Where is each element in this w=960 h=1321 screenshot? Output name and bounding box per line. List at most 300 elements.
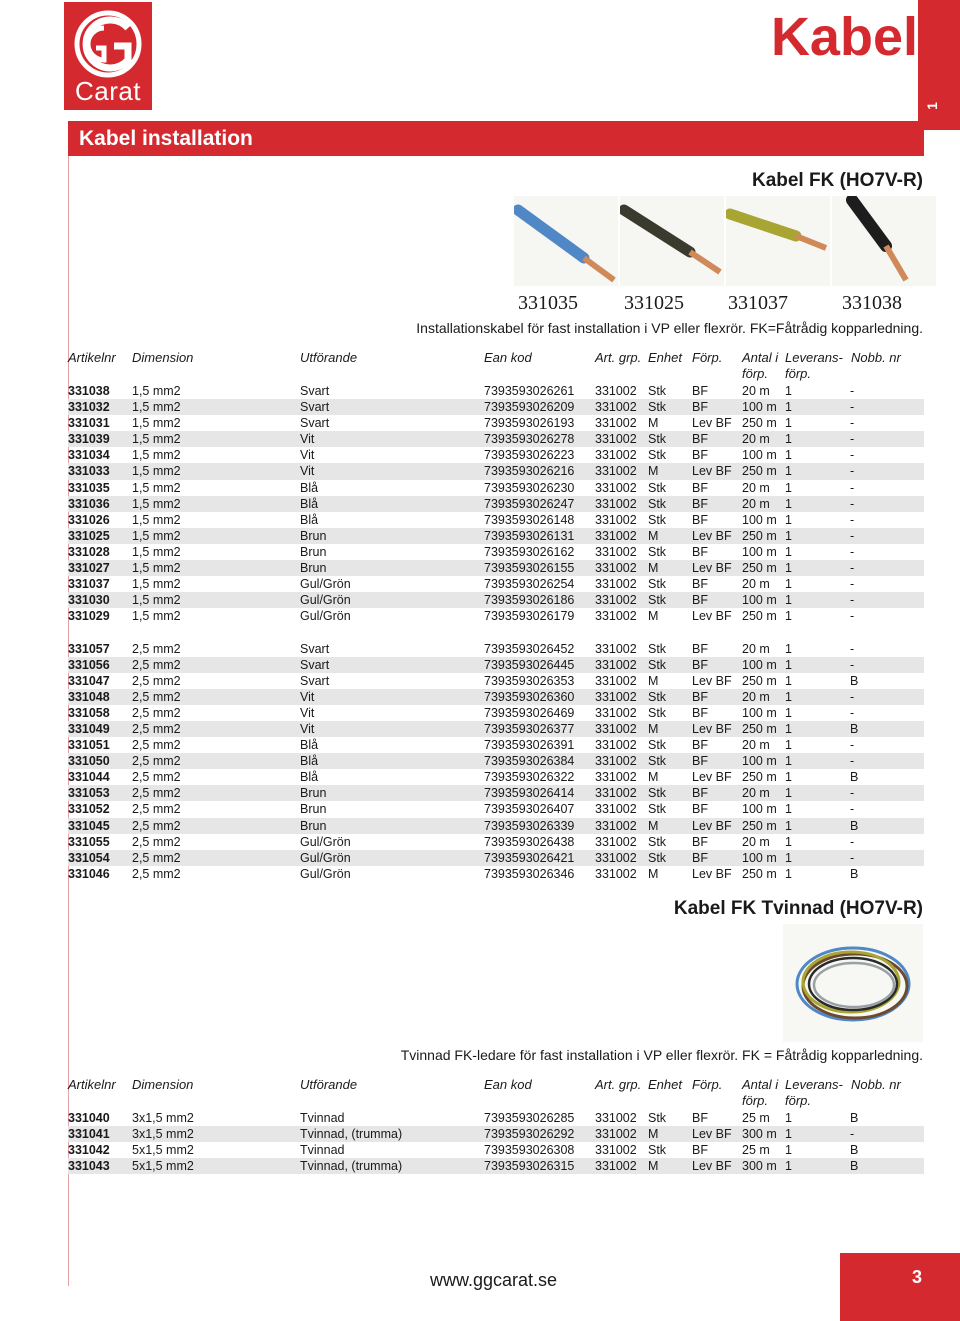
cell-forp: BF bbox=[692, 1143, 708, 1158]
cell-enhet: Stk bbox=[648, 738, 667, 753]
cell-artikelnr: 331031 bbox=[68, 416, 110, 431]
cell-dimension: 1,5 mm2 bbox=[132, 400, 181, 415]
cell-forp: BF bbox=[692, 754, 708, 769]
cell-ean: 7393593026322 bbox=[484, 770, 575, 785]
table-row bbox=[68, 769, 924, 785]
col-enhet: Enhet bbox=[648, 1077, 682, 1092]
cell-artikelnr: 331026 bbox=[68, 512, 110, 527]
cell-dimension: 2,5 mm2 bbox=[132, 641, 181, 656]
cell-art-grp: 331002 bbox=[595, 593, 637, 608]
cell-ean: 7393593026230 bbox=[484, 480, 575, 495]
cell-dimension: 1,5 mm2 bbox=[132, 384, 181, 398]
table-spacer bbox=[68, 624, 924, 640]
col-artikelnr: Artikelnr bbox=[68, 350, 116, 365]
table-row bbox=[68, 463, 924, 479]
cell-ean: 7393593026278 bbox=[484, 432, 575, 447]
cell-ean: 7393593026247 bbox=[484, 496, 575, 511]
cell-enhet: M bbox=[648, 818, 659, 833]
cell-antal: 20 m bbox=[742, 432, 770, 447]
table-row bbox=[68, 785, 924, 801]
cell-forp: Lev BF bbox=[692, 561, 732, 576]
cell-forp: BF bbox=[692, 689, 708, 704]
cell-dimension: 5x1,5 mm2 bbox=[132, 1143, 194, 1158]
cell-dimension: 1,5 mm2 bbox=[132, 609, 181, 624]
cell-art-grp: 331002 bbox=[595, 544, 637, 559]
cell-enhet: M bbox=[648, 1127, 659, 1142]
fk-section-title: Kabel FK (HO7V-R) bbox=[751, 170, 923, 191]
cell-antal: 100 m bbox=[742, 657, 777, 672]
cell-utforande: Svart bbox=[300, 400, 330, 415]
cell-forp: Lev BF bbox=[692, 609, 732, 624]
cell-antal: 20 m bbox=[742, 496, 770, 511]
cell-nobb: - bbox=[850, 464, 855, 479]
cell-utforande: Brun bbox=[300, 528, 327, 543]
table-row bbox=[68, 850, 924, 866]
cell-art-grp: 331002 bbox=[595, 384, 637, 398]
fk-table bbox=[68, 383, 924, 882]
table-row bbox=[68, 818, 924, 834]
cell-antal: 100 m bbox=[742, 850, 777, 865]
cell-enhet: M bbox=[648, 528, 659, 543]
fk-description: Installationskabel för fast installation i VP eller flexrör. FK=Fåtrådig kopparledning. bbox=[416, 320, 923, 336]
cell-artikelnr: 331034 bbox=[68, 448, 110, 463]
cell-leverans: 1 bbox=[785, 432, 792, 447]
cell-enhet: Stk bbox=[648, 593, 667, 608]
cell-dimension: 2,5 mm2 bbox=[132, 705, 181, 720]
logo-wordmark: Carat bbox=[74, 76, 142, 106]
cell-utforande: Brun bbox=[300, 544, 327, 559]
cell-art-grp: 331002 bbox=[595, 770, 637, 785]
cell-nobb: - bbox=[850, 480, 855, 495]
cell-art-grp: 331002 bbox=[595, 754, 637, 769]
cell-leverans: 1 bbox=[785, 689, 792, 704]
cell-ean: 7393593026308 bbox=[484, 1143, 575, 1158]
cell-forp: Lev BF bbox=[692, 866, 732, 881]
cell-antal: 100 m bbox=[742, 802, 777, 817]
cell-ean: 7393593026315 bbox=[484, 1159, 575, 1174]
cell-forp: BF bbox=[692, 384, 708, 398]
chapter-tab bbox=[918, 0, 960, 130]
cell-enhet: Stk bbox=[648, 384, 667, 398]
table-row bbox=[68, 866, 924, 882]
cell-ean: 7393593026285 bbox=[484, 1111, 575, 1125]
table-row bbox=[68, 415, 924, 431]
cell-nobb: - bbox=[850, 754, 855, 769]
cell-art-grp: 331002 bbox=[595, 1111, 637, 1125]
cell-nobb: B bbox=[850, 1159, 859, 1174]
cell-ean: 7393593026186 bbox=[484, 593, 575, 608]
cell-forp: BF bbox=[692, 512, 708, 527]
table-row bbox=[68, 657, 924, 673]
table-row bbox=[68, 496, 924, 512]
cell-leverans: 1 bbox=[785, 721, 792, 736]
cell-leverans: 1 bbox=[785, 754, 792, 769]
cell-dimension: 2,5 mm2 bbox=[132, 786, 181, 801]
cell-enhet: Stk bbox=[648, 496, 667, 511]
cell-art-grp: 331002 bbox=[595, 1127, 637, 1142]
cell-ean: 7393593026353 bbox=[484, 673, 575, 688]
cell-ean: 7393593026438 bbox=[484, 834, 575, 849]
cell-art-grp: 331002 bbox=[595, 512, 637, 527]
cell-leverans: 1 bbox=[785, 577, 792, 592]
cell-dimension: 2,5 mm2 bbox=[132, 673, 181, 688]
cell-utforande: Brun bbox=[300, 802, 327, 817]
cell-dimension: 1,5 mm2 bbox=[132, 544, 181, 559]
cell-enhet: M bbox=[648, 464, 659, 479]
cell-forp: Lev BF bbox=[692, 528, 732, 543]
cell-utforande: Svart bbox=[300, 641, 330, 656]
cell-dimension: 2,5 mm2 bbox=[132, 818, 181, 833]
cell-enhet: Stk bbox=[648, 754, 667, 769]
cell-utforande: Blå bbox=[300, 496, 319, 511]
cell-antal: 300 m bbox=[742, 1159, 777, 1174]
table-row bbox=[68, 480, 924, 496]
cell-artikelnr: 331054 bbox=[68, 850, 110, 865]
cell-artikelnr: 331028 bbox=[68, 544, 110, 559]
cell-art-grp: 331002 bbox=[595, 721, 637, 736]
cell-ean: 7393593026155 bbox=[484, 561, 575, 576]
col-ean: Ean kod bbox=[484, 1077, 532, 1092]
table-row bbox=[68, 528, 924, 544]
cell-utforande: Brun bbox=[300, 818, 327, 833]
cell-enhet: M bbox=[648, 416, 659, 431]
table-row bbox=[68, 834, 924, 850]
cell-antal: 20 m bbox=[742, 641, 770, 656]
cell-dimension: 1,5 mm2 bbox=[132, 561, 181, 576]
cell-enhet: Stk bbox=[648, 802, 667, 817]
cell-ean: 7393593026445 bbox=[484, 657, 575, 672]
cell-art-grp: 331002 bbox=[595, 834, 637, 849]
cell-enhet: Stk bbox=[648, 432, 667, 447]
cell-leverans: 1 bbox=[785, 834, 792, 849]
cell-ean: 7393593026346 bbox=[484, 866, 575, 881]
cell-art-grp: 331002 bbox=[595, 657, 637, 672]
cell-antal: 100 m bbox=[742, 544, 777, 559]
cell-utforande: Gul/Grön bbox=[300, 593, 351, 608]
cell-nobb: - bbox=[850, 384, 855, 398]
cell-utforande: Vit bbox=[300, 464, 315, 479]
cell-art-grp: 331002 bbox=[595, 577, 637, 592]
cell-enhet: Stk bbox=[648, 689, 667, 704]
table-row bbox=[68, 560, 924, 576]
cell-enhet: Stk bbox=[648, 834, 667, 849]
cell-antal: 250 m bbox=[742, 721, 777, 736]
cell-dimension: 2,5 mm2 bbox=[132, 721, 181, 736]
table-row bbox=[68, 383, 924, 399]
cell-enhet: M bbox=[648, 561, 659, 576]
cell-artikelnr: 331045 bbox=[68, 818, 110, 833]
cell-leverans: 1 bbox=[785, 496, 792, 511]
cell-enhet: M bbox=[648, 1159, 659, 1174]
cell-nobb: - bbox=[850, 641, 855, 656]
cell-nobb: - bbox=[850, 705, 855, 720]
cell-art-grp: 331002 bbox=[595, 738, 637, 753]
cell-nobb: - bbox=[850, 416, 855, 431]
col-leverans: Leverans- förp. bbox=[785, 350, 843, 381]
cell-forp: Lev BF bbox=[692, 818, 732, 833]
cell-nobb: - bbox=[850, 850, 855, 865]
cell-forp: BF bbox=[692, 448, 708, 463]
table-row bbox=[68, 801, 924, 817]
col-nobb: Nobb. nr bbox=[851, 1077, 901, 1092]
cell-nobb: - bbox=[850, 577, 855, 592]
cell-forp: Lev BF bbox=[692, 1159, 732, 1174]
cell-utforande: Blå bbox=[300, 754, 319, 769]
cell-nobb: - bbox=[850, 496, 855, 511]
cell-art-grp: 331002 bbox=[595, 400, 637, 415]
cell-artikelnr: 331036 bbox=[68, 496, 110, 511]
cell-ean: 7393593026360 bbox=[484, 689, 575, 704]
cell-forp: BF bbox=[692, 786, 708, 801]
table-row bbox=[68, 576, 924, 592]
gg-logo-mark-icon bbox=[70, 10, 146, 78]
cell-forp: BF bbox=[692, 593, 708, 608]
cell-leverans: 1 bbox=[785, 528, 792, 543]
cell-leverans: 1 bbox=[785, 448, 792, 463]
cell-artikelnr: 331035 bbox=[68, 480, 110, 495]
cell-ean: 7393593026414 bbox=[484, 786, 575, 801]
footer-page-badge bbox=[840, 1253, 960, 1321]
cell-art-grp: 331002 bbox=[595, 496, 637, 511]
twist-table bbox=[68, 1110, 924, 1174]
cell-art-grp: 331002 bbox=[595, 1159, 637, 1174]
cell-art-grp: 331002 bbox=[595, 673, 637, 688]
cell-antal: 20 m bbox=[742, 384, 770, 398]
cell-antal: 250 m bbox=[742, 561, 777, 576]
cell-art-grp: 331002 bbox=[595, 609, 637, 624]
cell-artikelnr: 331038 bbox=[68, 384, 110, 398]
twist-section-title: Kabel FK Tvinnad (HO7V-R) bbox=[673, 898, 923, 919]
col-artikelnr: Artikelnr bbox=[68, 1077, 116, 1092]
cell-nobb: - bbox=[850, 448, 855, 463]
cell-dimension: 2,5 mm2 bbox=[132, 834, 181, 849]
cell-enhet: M bbox=[648, 770, 659, 785]
cell-antal: 20 m bbox=[742, 834, 770, 849]
cell-ean: 7393593026162 bbox=[484, 544, 575, 559]
cell-nobb: - bbox=[850, 544, 855, 559]
cell-artikelnr: 331043 bbox=[68, 1159, 110, 1174]
cell-antal: 250 m bbox=[742, 416, 777, 431]
cell-nobb: - bbox=[850, 657, 855, 672]
cell-nobb: - bbox=[850, 689, 855, 704]
cell-forp: Lev BF bbox=[692, 416, 732, 431]
col-antal: Antal i förp. bbox=[742, 1077, 779, 1108]
cell-forp: BF bbox=[692, 705, 708, 720]
cell-forp: BF bbox=[692, 1111, 708, 1125]
cell-leverans: 1 bbox=[785, 641, 792, 656]
cell-nobb: - bbox=[850, 432, 855, 447]
cell-ean: 7393593026193 bbox=[484, 416, 575, 431]
cell-antal: 20 m bbox=[742, 689, 770, 704]
table-row bbox=[68, 673, 924, 689]
cell-nobb: - bbox=[850, 609, 855, 624]
cell-ean: 7393593026254 bbox=[484, 577, 575, 592]
cell-dimension: 1,5 mm2 bbox=[132, 464, 181, 479]
cell-ean: 7393593026209 bbox=[484, 400, 575, 415]
table-row bbox=[68, 689, 924, 705]
col-leverans: Leverans- förp. bbox=[785, 1077, 843, 1108]
table-row bbox=[68, 1126, 924, 1142]
cell-nobb: - bbox=[850, 802, 855, 817]
cell-leverans: 1 bbox=[785, 416, 792, 431]
cell-forp: Lev BF bbox=[692, 464, 732, 479]
cell-artikelnr: 331027 bbox=[68, 561, 110, 576]
cell-ean: 7393593026179 bbox=[484, 609, 575, 624]
cell-artikelnr: 331041 bbox=[68, 1127, 110, 1142]
cell-leverans: 1 bbox=[785, 1127, 792, 1142]
cell-utforande: Vit bbox=[300, 432, 315, 447]
cell-antal: 100 m bbox=[742, 448, 777, 463]
cell-dimension: 1,5 mm2 bbox=[132, 432, 181, 447]
cell-forp: BF bbox=[692, 496, 708, 511]
table-row bbox=[68, 705, 924, 721]
cell-ean: 7393593026131 bbox=[484, 528, 575, 543]
cell-leverans: 1 bbox=[785, 802, 792, 817]
col-forp: Förp. bbox=[692, 1077, 723, 1092]
cell-antal: 20 m bbox=[742, 480, 770, 495]
cell-leverans: 1 bbox=[785, 400, 792, 415]
cell-antal: 100 m bbox=[742, 705, 777, 720]
cell-utforande: Vit bbox=[300, 705, 315, 720]
cell-utforande: Tvinnad, (trumma) bbox=[300, 1159, 403, 1174]
cell-utforande: Svart bbox=[300, 384, 330, 398]
cell-leverans: 1 bbox=[785, 561, 792, 576]
cell-forp: BF bbox=[692, 834, 708, 849]
cell-utforande: Blå bbox=[300, 480, 319, 495]
cell-leverans: 1 bbox=[785, 1111, 792, 1125]
cell-antal: 300 m bbox=[742, 1127, 777, 1142]
cell-artikelnr: 331049 bbox=[68, 721, 110, 736]
cell-artikelnr: 331044 bbox=[68, 770, 110, 785]
cell-nobb: - bbox=[850, 400, 855, 415]
cell-nobb: - bbox=[850, 834, 855, 849]
cell-artikelnr: 331032 bbox=[68, 400, 110, 415]
cell-antal: 250 m bbox=[742, 818, 777, 833]
cell-leverans: 1 bbox=[785, 1159, 792, 1174]
table-row bbox=[68, 753, 924, 769]
table-row bbox=[68, 737, 924, 753]
cell-nobb: - bbox=[850, 561, 855, 576]
col-forp: Förp. bbox=[692, 350, 723, 365]
cell-nobb: - bbox=[850, 512, 855, 527]
cell-forp: Lev BF bbox=[692, 1127, 732, 1142]
cell-dimension: 5x1,5 mm2 bbox=[132, 1159, 194, 1174]
cell-utforande: Blå bbox=[300, 738, 319, 753]
cell-ean: 7393593026148 bbox=[484, 512, 575, 527]
cell-utforande: Tvinnad bbox=[300, 1111, 345, 1125]
twisted-cable-photo bbox=[783, 924, 923, 1042]
cell-artikelnr: 331052 bbox=[68, 802, 110, 817]
cell-artikelnr: 331033 bbox=[68, 464, 110, 479]
cell-artikelnr: 331050 bbox=[68, 754, 110, 769]
cell-art-grp: 331002 bbox=[595, 705, 637, 720]
cell-leverans: 1 bbox=[785, 384, 792, 398]
cell-utforande: Blå bbox=[300, 512, 319, 527]
table-row bbox=[68, 1110, 924, 1126]
cell-dimension: 1,5 mm2 bbox=[132, 496, 181, 511]
cell-art-grp: 331002 bbox=[595, 641, 637, 656]
cell-enhet: M bbox=[648, 866, 659, 881]
cell-leverans: 1 bbox=[785, 705, 792, 720]
cell-art-grp: 331002 bbox=[595, 818, 637, 833]
cell-enhet: M bbox=[648, 721, 659, 736]
cell-antal: 250 m bbox=[742, 609, 777, 624]
cell-forp: BF bbox=[692, 577, 708, 592]
cell-utforande: Tvinnad, (trumma) bbox=[300, 1127, 403, 1142]
table-row bbox=[68, 447, 924, 463]
cell-artikelnr: 331057 bbox=[68, 641, 110, 656]
cell-antal: 20 m bbox=[742, 786, 770, 801]
cell-artikelnr: 331051 bbox=[68, 738, 110, 753]
cell-forp: BF bbox=[692, 850, 708, 865]
cell-artikelnr: 331048 bbox=[68, 689, 110, 704]
cell-nobb: B bbox=[850, 866, 859, 881]
cell-forp: BF bbox=[692, 738, 708, 753]
cell-nobb: - bbox=[850, 528, 855, 543]
cell-forp: BF bbox=[692, 480, 708, 495]
cell-enhet: M bbox=[648, 609, 659, 624]
cell-utforande: Vit bbox=[300, 721, 315, 736]
table-row bbox=[68, 1158, 924, 1174]
cell-forp: BF bbox=[692, 802, 708, 817]
cell-artikelnr: 331025 bbox=[68, 528, 110, 543]
cell-nobb: B bbox=[850, 673, 859, 688]
cell-artikelnr: 331056 bbox=[68, 657, 110, 672]
table-row bbox=[68, 512, 924, 528]
cell-artikelnr: 331030 bbox=[68, 593, 110, 608]
cell-dimension: 2,5 mm2 bbox=[132, 770, 181, 785]
cell-artikelnr: 331039 bbox=[68, 432, 110, 447]
col-utforande: Utförande bbox=[300, 1077, 358, 1092]
cell-leverans: 1 bbox=[785, 850, 792, 865]
cell-ean: 7393593026216 bbox=[484, 464, 575, 479]
cell-utforande: Gul/Grön bbox=[300, 866, 351, 881]
cell-utforande: Gul/Grön bbox=[300, 577, 351, 592]
photo-code-4: 331038 bbox=[842, 292, 902, 314]
cell-dimension: 2,5 mm2 bbox=[132, 850, 181, 865]
col-enhet: Enhet bbox=[648, 350, 682, 365]
cell-dimension: 1,5 mm2 bbox=[132, 448, 181, 463]
cell-utforande: Vit bbox=[300, 689, 315, 704]
cell-forp: BF bbox=[692, 432, 708, 447]
cell-leverans: 1 bbox=[785, 1143, 792, 1158]
cell-utforande: Gul/Grön bbox=[300, 850, 351, 865]
photo-code-1: 331035 bbox=[518, 292, 578, 314]
cell-artikelnr: 331037 bbox=[68, 577, 110, 592]
cell-artikelnr: 331046 bbox=[68, 866, 110, 881]
cell-enhet: Stk bbox=[648, 850, 667, 865]
cell-ean: 7393593026223 bbox=[484, 448, 575, 463]
cell-antal: 250 m bbox=[742, 673, 777, 688]
cell-ean: 7393593026407 bbox=[484, 802, 575, 817]
cable-photo-blue bbox=[514, 196, 618, 286]
table-row bbox=[68, 641, 924, 657]
col-dimension: Dimension bbox=[132, 350, 194, 365]
cell-dimension: 2,5 mm2 bbox=[132, 866, 181, 881]
cell-leverans: 1 bbox=[785, 786, 792, 801]
cell-dimension: 2,5 mm2 bbox=[132, 802, 181, 817]
cell-art-grp: 331002 bbox=[595, 528, 637, 543]
cell-enhet: Stk bbox=[648, 786, 667, 801]
cell-artikelnr: 331040 bbox=[68, 1111, 110, 1125]
cell-antal: 100 m bbox=[742, 754, 777, 769]
cell-nobb: B bbox=[850, 770, 859, 785]
cell-antal: 100 m bbox=[742, 512, 777, 527]
cell-dimension: 3x1,5 mm2 bbox=[132, 1127, 194, 1142]
cell-dimension: 2,5 mm2 bbox=[132, 657, 181, 672]
cell-art-grp: 331002 bbox=[595, 866, 637, 881]
cell-dimension: 1,5 mm2 bbox=[132, 528, 181, 543]
